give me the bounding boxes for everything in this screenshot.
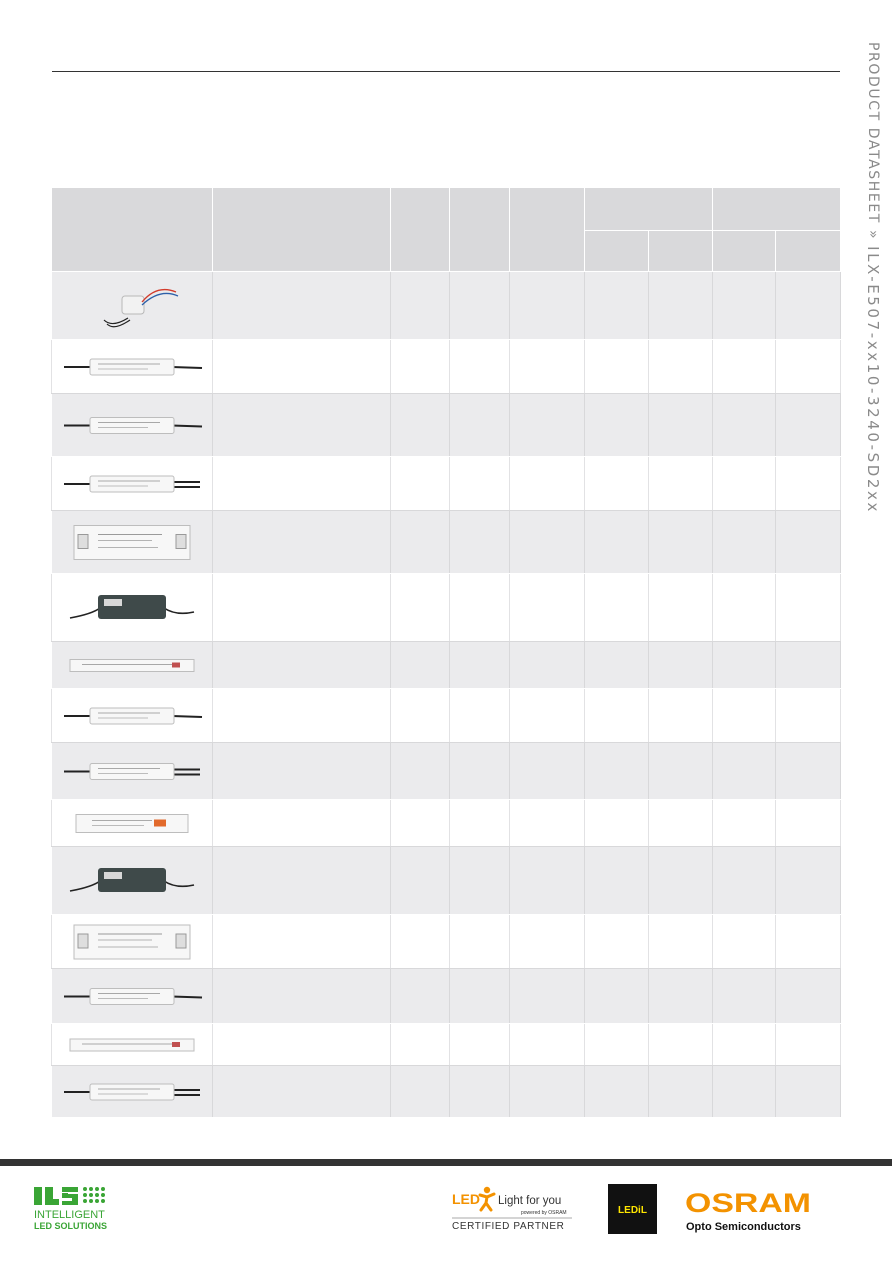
table-row — [52, 272, 841, 340]
driver-image — [52, 848, 212, 914]
table-cell — [510, 574, 585, 642]
table-cell — [713, 272, 776, 340]
table-cell — [450, 689, 510, 743]
table-row — [52, 969, 841, 1024]
table-cell — [450, 272, 510, 340]
table-cell — [776, 689, 841, 743]
header-cell-group-b — [713, 188, 841, 231]
table-cell — [713, 800, 776, 847]
table-cell — [776, 272, 841, 340]
table-row — [52, 1066, 841, 1118]
table-cell — [391, 1066, 450, 1118]
table-cell — [713, 847, 776, 915]
table-cell — [585, 574, 649, 642]
table-cell — [450, 915, 510, 969]
table-cell — [450, 969, 510, 1024]
table-cell — [649, 1066, 713, 1118]
table-cell — [510, 457, 585, 511]
table-cell — [213, 272, 391, 340]
driver-image — [52, 395, 212, 456]
table-cell — [585, 969, 649, 1024]
product-image-cell — [52, 642, 213, 689]
product-image-cell — [52, 800, 213, 847]
table-cell — [213, 743, 391, 800]
table-cell — [213, 1066, 391, 1118]
table-row — [52, 915, 841, 969]
ils-logo — [34, 1187, 107, 1231]
led-partner-logo — [452, 1187, 572, 1232]
product-image-cell — [52, 743, 213, 800]
table-cell — [649, 969, 713, 1024]
table-row — [52, 743, 841, 800]
table-cell — [713, 394, 776, 457]
table-row — [52, 340, 841, 394]
table-cell — [713, 1066, 776, 1118]
table-cell — [450, 800, 510, 847]
product-image-cell — [52, 272, 213, 340]
table-cell — [510, 272, 585, 340]
side-title — [846, 42, 882, 522]
table-cell — [391, 642, 450, 689]
table-cell — [213, 847, 391, 915]
table-cell — [713, 457, 776, 511]
table-cell — [776, 511, 841, 574]
table-row — [52, 574, 841, 642]
driver-image — [52, 801, 212, 846]
table-cell — [391, 847, 450, 915]
table-cell — [510, 1024, 585, 1066]
table-cell — [585, 689, 649, 743]
driver-image — [52, 458, 212, 510]
table-cell — [649, 642, 713, 689]
table-cell — [450, 511, 510, 574]
driver-image — [52, 916, 212, 968]
ils-line2: LED SOLUTIONS — [34, 1221, 108, 1231]
header-cell-description — [213, 188, 391, 272]
table-cell — [713, 915, 776, 969]
top-rule — [52, 71, 840, 72]
table-cell — [510, 689, 585, 743]
product-image-cell — [52, 689, 213, 743]
table-cell — [450, 574, 510, 642]
osram-sub: Opto Semiconductors — [686, 1221, 801, 1233]
table-cell — [713, 340, 776, 394]
table-cell — [585, 340, 649, 394]
table-row — [52, 394, 841, 457]
table-cell — [776, 394, 841, 457]
table-cell — [213, 689, 391, 743]
ledil-text: LEDiL — [618, 1205, 647, 1216]
table-cell — [585, 457, 649, 511]
side-title-label: PRODUCT DATASHEET — [865, 42, 881, 224]
table-cell — [585, 511, 649, 574]
header-cell-a2 — [649, 231, 713, 272]
product-image-cell — [52, 574, 213, 642]
driver-image — [52, 744, 212, 799]
table-cell — [585, 642, 649, 689]
table-cell — [213, 800, 391, 847]
table-cell — [213, 915, 391, 969]
osram-logo — [685, 1188, 811, 1233]
table-cell — [776, 574, 841, 642]
table-cell — [776, 969, 841, 1024]
driver-image — [52, 690, 212, 742]
table-cell — [776, 915, 841, 969]
footer-logos — [0, 1166, 892, 1261]
product-image-cell — [52, 847, 213, 915]
led-text: LED — [452, 1191, 480, 1207]
table-cell — [776, 457, 841, 511]
table-cell — [391, 394, 450, 457]
product-image-cell — [52, 915, 213, 969]
table-row — [52, 457, 841, 511]
driver-image — [52, 575, 212, 641]
header-cell-b1 — [713, 231, 776, 272]
header-cell-col5 — [510, 188, 585, 272]
table-cell — [391, 915, 450, 969]
table-cell — [510, 800, 585, 847]
table-row — [52, 800, 841, 847]
table-cell — [213, 394, 391, 457]
table-cell — [649, 1024, 713, 1066]
table-cell — [510, 743, 585, 800]
table-cell — [776, 743, 841, 800]
table-cell — [213, 340, 391, 394]
side-title-code: ILX-E507-xx10-3240-SD2xx — [864, 246, 882, 514]
header-cell-image — [52, 188, 213, 272]
table-cell — [776, 1024, 841, 1066]
osram-brand: OSRAM — [685, 1188, 811, 1218]
table-cell — [391, 511, 450, 574]
table-cell — [510, 1066, 585, 1118]
table-cell — [713, 969, 776, 1024]
driver-image — [52, 970, 212, 1023]
table-cell — [649, 511, 713, 574]
product-image-cell — [52, 1066, 213, 1118]
table-cell — [649, 800, 713, 847]
table-cell — [649, 689, 713, 743]
table-cell — [450, 1024, 510, 1066]
table-cell — [213, 1024, 391, 1066]
product-table — [51, 187, 841, 1118]
driver-image — [52, 273, 212, 339]
table-cell — [585, 1066, 649, 1118]
table-cell — [213, 511, 391, 574]
table-cell — [713, 689, 776, 743]
led-certified: CERTIFIED PARTNER — [452, 1221, 565, 1232]
table-cell — [776, 800, 841, 847]
table-cell — [213, 457, 391, 511]
table-cell — [391, 969, 450, 1024]
header-cell-a1 — [585, 231, 649, 272]
table-cell — [649, 574, 713, 642]
footer-rule — [0, 1159, 892, 1166]
table-cell — [450, 1066, 510, 1118]
table-cell — [776, 1066, 841, 1118]
driver-image — [52, 1067, 212, 1117]
table-cell — [391, 574, 450, 642]
table-cell — [585, 800, 649, 847]
table-cell — [776, 340, 841, 394]
table-cell — [450, 847, 510, 915]
table-cell — [713, 642, 776, 689]
table-cell — [649, 340, 713, 394]
table-cell — [391, 457, 450, 511]
table-cell — [776, 642, 841, 689]
table-cell — [213, 642, 391, 689]
table-cell — [510, 511, 585, 574]
product-image-cell — [52, 1024, 213, 1066]
table-cell — [649, 847, 713, 915]
table-cell — [510, 642, 585, 689]
product-image-cell — [52, 340, 213, 394]
table-cell — [391, 1024, 450, 1066]
product-image-cell — [52, 511, 213, 574]
table-cell — [585, 394, 649, 457]
driver-image — [52, 341, 212, 393]
table-row — [52, 689, 841, 743]
driver-image — [52, 512, 212, 573]
table-cell — [649, 457, 713, 511]
table-cell — [391, 689, 450, 743]
table-cell — [510, 915, 585, 969]
product-image-cell — [52, 394, 213, 457]
table-row — [52, 847, 841, 915]
table-cell — [585, 272, 649, 340]
ils-line1: INTELLIGENT — [34, 1209, 105, 1221]
table-cell — [713, 574, 776, 642]
driver-image — [52, 1025, 212, 1065]
table-cell — [713, 511, 776, 574]
table-cell — [649, 272, 713, 340]
product-image-cell — [52, 457, 213, 511]
table-cell — [649, 915, 713, 969]
table-cell — [391, 743, 450, 800]
table-cell — [649, 394, 713, 457]
table-cell — [713, 1024, 776, 1066]
table-cell — [450, 457, 510, 511]
table-cell — [649, 743, 713, 800]
table-cell — [585, 1024, 649, 1066]
table-row — [52, 642, 841, 689]
header-cell-group-a — [585, 188, 713, 231]
header-cell-col3 — [391, 188, 450, 272]
header-cell-b2 — [776, 231, 841, 272]
ledil-logo — [608, 1184, 657, 1234]
table-cell — [391, 272, 450, 340]
table-cell — [391, 340, 450, 394]
side-title-separator: » — [865, 229, 881, 241]
table-row — [52, 1024, 841, 1066]
led-tagline: Light for you — [498, 1195, 562, 1207]
table-cell — [391, 800, 450, 847]
table-cell — [450, 743, 510, 800]
table-cell — [510, 394, 585, 457]
table-cell — [450, 340, 510, 394]
table-cell — [450, 394, 510, 457]
header-cell-col4 — [450, 188, 510, 272]
table-cell — [510, 340, 585, 394]
table-cell — [585, 743, 649, 800]
table-cell — [213, 574, 391, 642]
driver-image — [52, 643, 212, 688]
table-cell — [450, 642, 510, 689]
table-cell — [213, 969, 391, 1024]
table-cell — [585, 915, 649, 969]
table-cell — [510, 847, 585, 915]
table-cell — [585, 847, 649, 915]
table-row — [52, 511, 841, 574]
table-cell — [713, 743, 776, 800]
led-powered: powered by OSRAM — [521, 1210, 567, 1216]
table-cell — [776, 847, 841, 915]
table-cell — [510, 969, 585, 1024]
product-image-cell — [52, 969, 213, 1024]
